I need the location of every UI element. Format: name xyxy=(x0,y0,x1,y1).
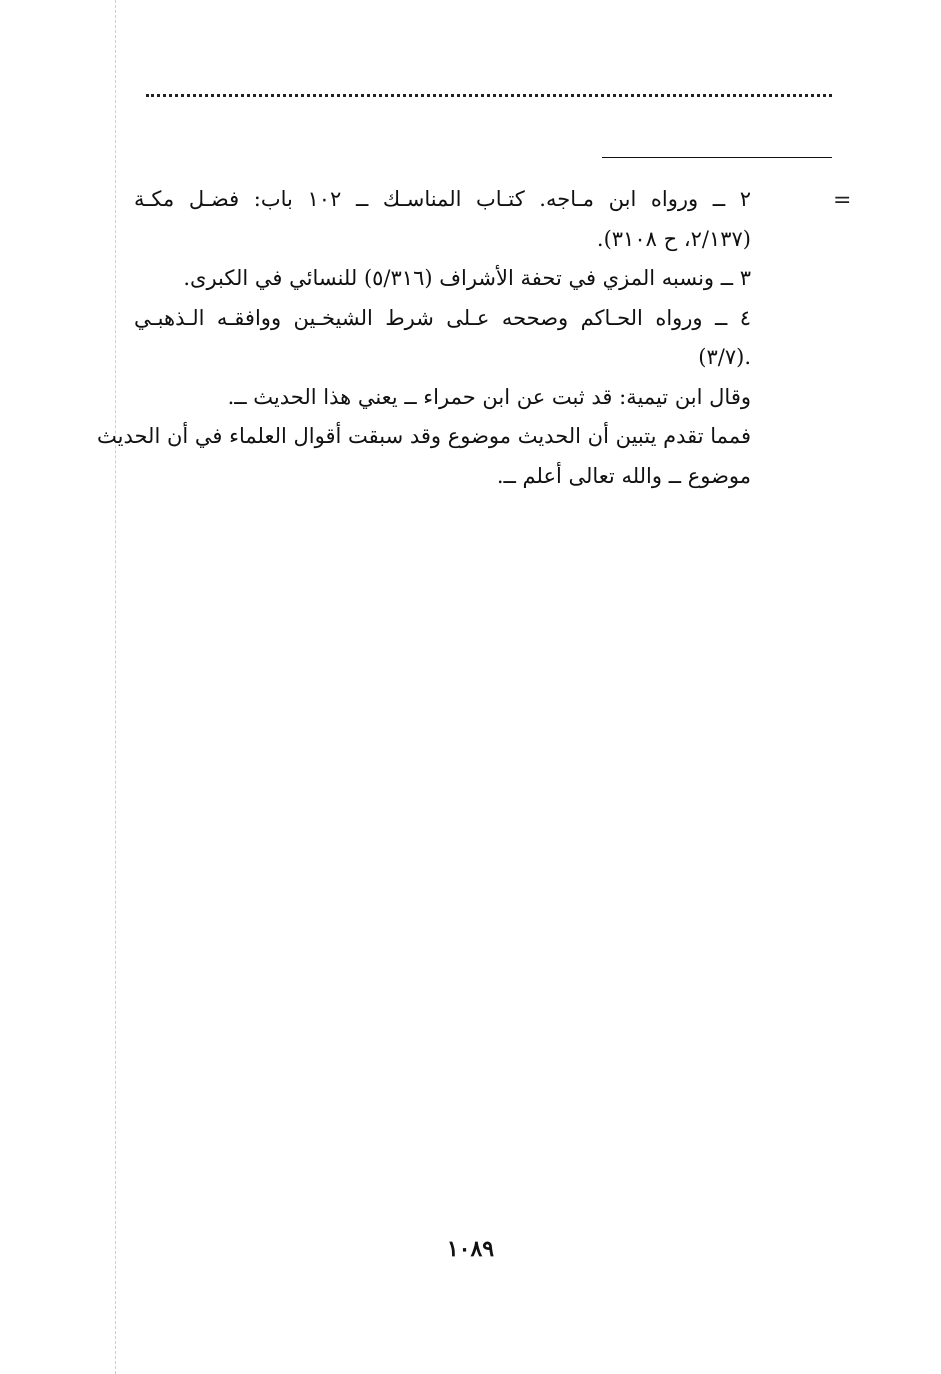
footnote-separator-rule xyxy=(602,157,832,158)
footnote-line-4-continued: .(٣/٧) xyxy=(698,345,751,369)
conclusion-line-continued: موضوع ــ والله تعالى أعلم ــ. xyxy=(496,463,751,488)
binding-edge-line xyxy=(115,0,116,1374)
ibn-taymiyyah-quote: وقال ابن تيمية: قد ثبت عن ابن حمراء ــ يعني هذا الحديث ــ. xyxy=(227,384,751,409)
footnote-text-block xyxy=(97,180,751,496)
dotted-separator xyxy=(146,94,832,97)
continuation-mark: = xyxy=(833,188,852,213)
footnote-line-3: ٣ ــ ونسبه المزي في تحفة الأشراف (٥/٣١٦) للنسائي في الكبرى. xyxy=(183,266,751,290)
footnote-line-4: ٤ ــ ورواه الحـاكم وصححه عـلى شرط الشيخـين ووافقـه الـذهبـي xyxy=(134,305,751,330)
footnote-line-2: ٢ ــ ورواه ابن مـاجه. كتـاب المناسـك ــ ١٠٢ باب: فضـل مكـة xyxy=(134,187,751,211)
page-number: ١٠٨٩ xyxy=(446,1236,495,1262)
footnote-line-2-continued: (٢/١٣٧، ح ٣١٠٨). xyxy=(596,226,751,251)
conclusion-line: فمما تقدم يتبين أن الحديث موضوع وقد سبقت أقوال العلماء في أن الحديث xyxy=(97,424,751,448)
